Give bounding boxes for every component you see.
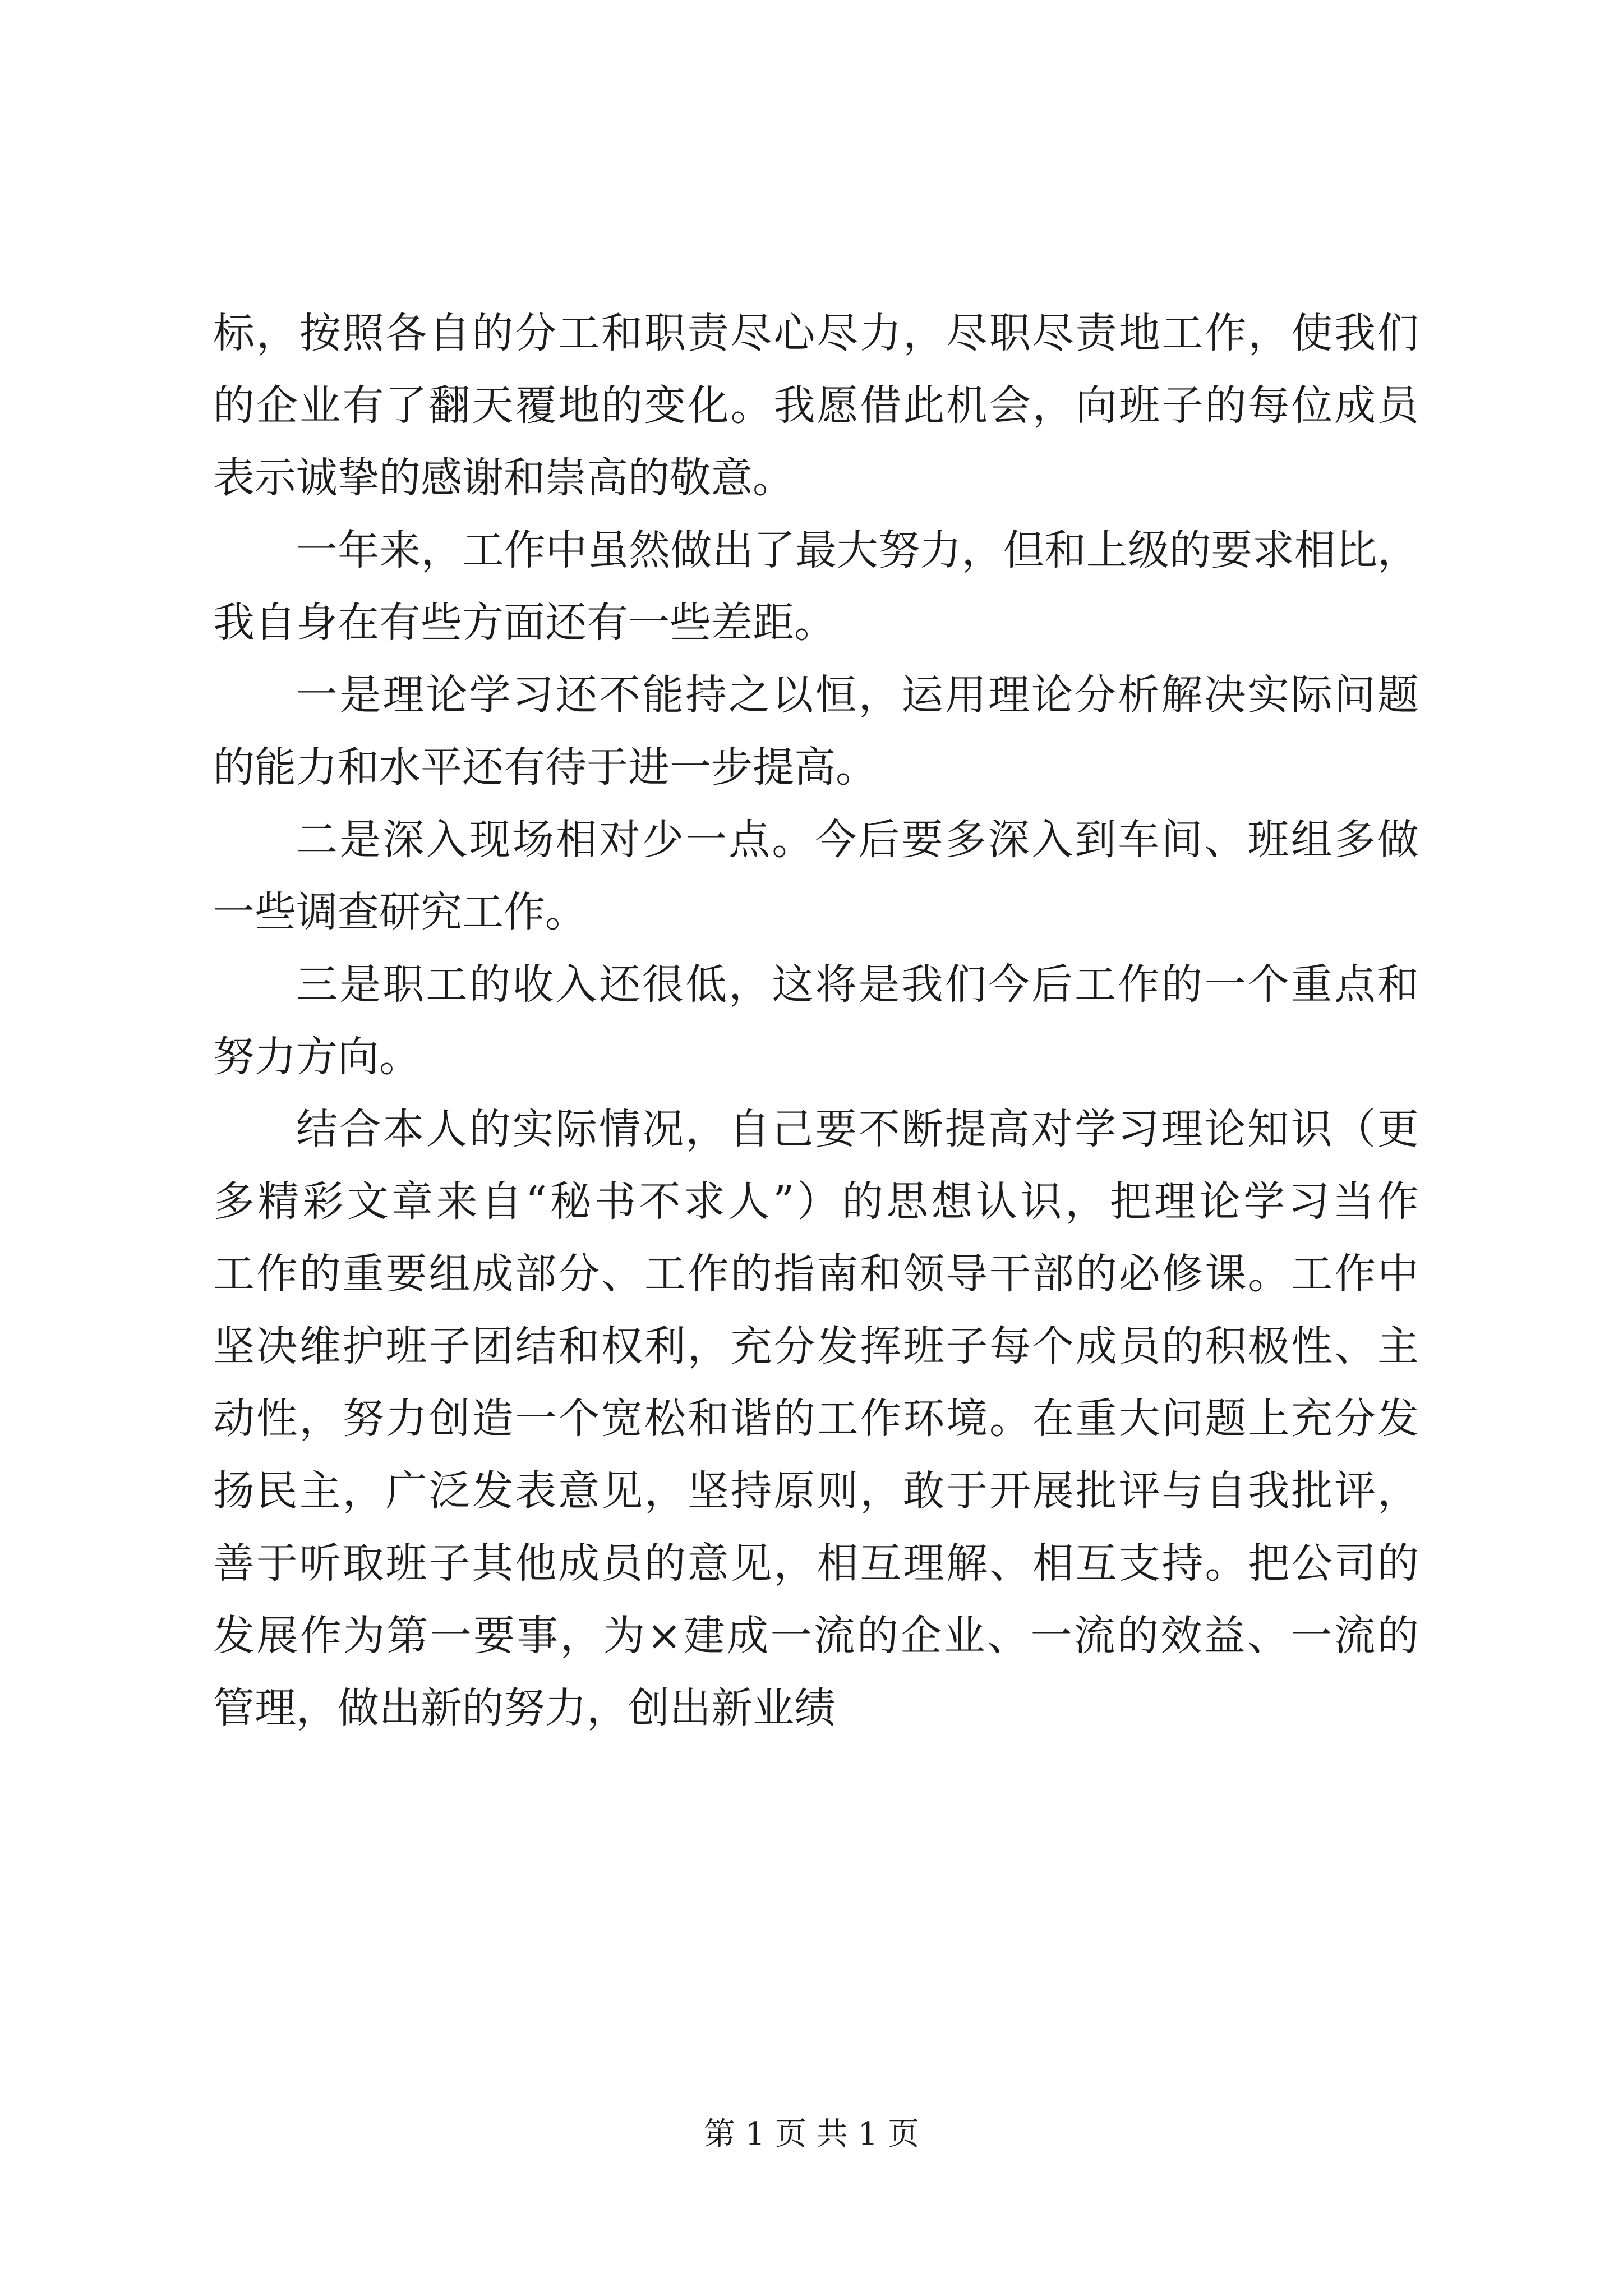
paragraph-line: 标，按照各自的分工和职责尽心尽力，尽职尽责地工作，使我们 — [213, 309, 1419, 357]
paragraph-line: 的能力和水平还有待于进一步提高。 — [213, 743, 877, 792]
paragraph-line: 一些调查研究工作。 — [213, 888, 587, 936]
paragraph-line: 三是职工的收入还很低，这将是我们今后工作的一个重点和 — [296, 960, 1419, 1009]
paragraph-line: 一是理论学习还不能持之以恒，运用理论分析解决实际问题 — [296, 671, 1419, 719]
paragraph-line: 工作的重要组成部分、工作的指南和领导干部的必修课。工作中 — [213, 1250, 1419, 1298]
paragraph-line: 扬民主，广泛发表意见，坚持原则，敢于开展批评与自我批评， — [213, 1467, 1419, 1515]
paragraph — [213, 297, 1419, 514]
page-footer: 第 1 页 共 1 页 — [703, 2116, 920, 2152]
paragraph — [213, 1093, 1419, 1745]
paragraph — [213, 514, 1419, 659]
paragraph-line: 表示诚挚的感谢和崇高的敬意。 — [213, 454, 794, 502]
document-body — [213, 297, 1419, 1745]
paragraph-line: 一年来，工作中虽然做出了最大努力，但和上级的要求相比， — [296, 526, 1419, 574]
paragraph-line: 的企业有了翻天覆地的变化。我愿借此机会，向班子的每位成员 — [213, 381, 1419, 430]
paragraph-line: 发展作为第一要事，为×建成一流的企业、一流的效益、一流的 — [213, 1612, 1419, 1660]
paragraph — [213, 949, 1419, 1093]
paragraph-line: 善于听取班子其他成员的意见，相互理解、相互支持。把公司的 — [213, 1539, 1419, 1588]
paragraph-line: 管理，做出新的努力，创出新业绩 — [213, 1684, 836, 1732]
paragraph-line: 结合本人的实际情况，自己要不断提高对学习理论知识（更 — [296, 1105, 1419, 1153]
paragraph-line: 二是深入现场相对少一点。今后要多深入到车间、班组多做 — [296, 816, 1419, 864]
paragraph-line: 我自身在有些方面还有一些差距。 — [213, 599, 836, 647]
paragraph — [213, 659, 1419, 804]
paragraph-line: 努力方向。 — [213, 1033, 421, 1081]
paragraph-line: 动性，努力创造一个宽松和谐的工作环境。在重大问题上充分发 — [213, 1395, 1419, 1443]
paragraph-line: 多精彩文章来自“秘书不求人”）的思想认识，把理论学习当作 — [213, 1177, 1419, 1226]
paragraph-line: 坚决维护班子团结和权利，充分发挥班子每个成员的积极性、主 — [213, 1322, 1419, 1370]
paragraph — [213, 804, 1419, 949]
